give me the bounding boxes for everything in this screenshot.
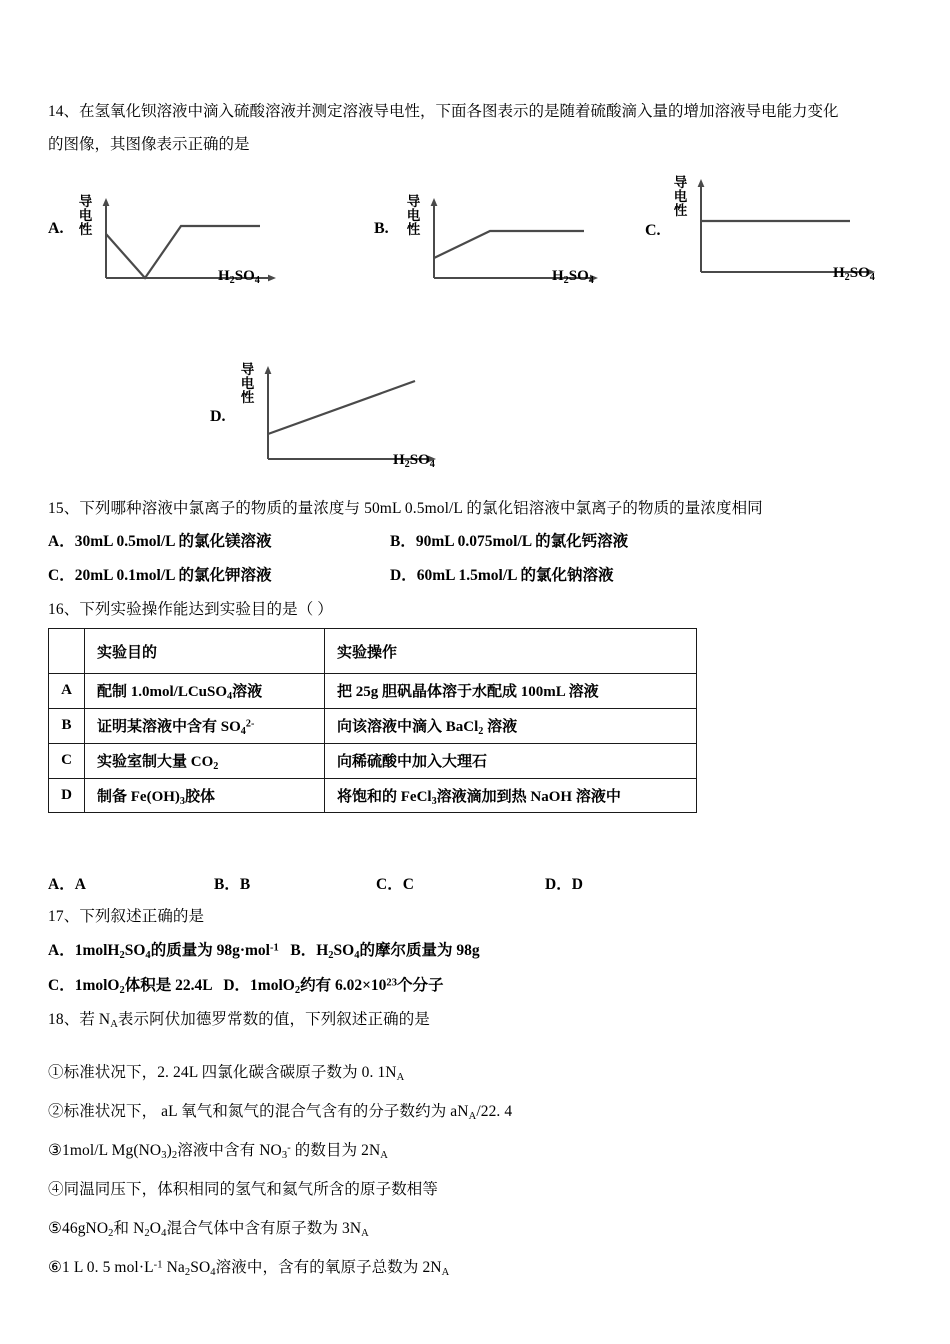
question-14-stem — [48, 95, 906, 162]
chart-a-x-axis-label: $H_2SO_4$ — [218, 268, 260, 286]
question-18-item-6: ⑥1 L 0. 5 $mol\cdot L^{-1}$ $Na_2SO_4$溶液中，含有的氧原子总数为 $2N_A$ — [48, 1259, 450, 1278]
table-header-index — [49, 629, 85, 674]
question-15-stem-text: 下列哪种溶液中氯离子的物质的量浓度与 50mL 0.5mol/L 的氯化铝溶液中氯离子的物质的量浓度相同 — [79, 500, 763, 517]
chart-a-ylabel-char-2: 性 — [78, 221, 93, 237]
table-row — [49, 743, 697, 778]
question-18-item-3: ③1mol/L $Mg(NO_3)_2$溶液中含有 $NO_3^-$ 的数目为 $2N_A$ — [48, 1142, 389, 1161]
question-15-option-a — [48, 529, 271, 551]
q16-answer-d-text: D — [571, 876, 583, 893]
table-row — [49, 708, 697, 743]
question-16-stem-text: 下列实验操作能达到实验目的是（ ） — [79, 601, 333, 618]
table-row-c-purpose: 实验室制大量 $CO_2$ — [85, 743, 325, 778]
chart-a-ylabel-char-1: 电 — [78, 207, 93, 223]
chart-d-ylabel-char-0: 导 — [240, 362, 255, 377]
table-row-a-purpose: 配制 1.0mol/LCuSO$_4$溶液 — [85, 674, 325, 709]
table-row-d-index: D — [49, 778, 85, 813]
table-row-c-operation: 向稀硫酸中加入大理石 — [325, 743, 697, 778]
question-18-item-1: ①标准状况下，2. 24L 四氯化碳含碳原子数为 0. $1N_A$ — [48, 1064, 405, 1083]
chart-d-x-axis-label: $H_2SO_4$ — [393, 452, 435, 470]
option-d-letter: D. — [210, 408, 226, 425]
table-row-b-operation: 向该溶液中滴入 BaCl$_2$ 溶液 — [325, 708, 697, 743]
chart-b-ylabel-char-2: 性 — [406, 221, 421, 237]
question-16-answer-c — [376, 872, 414, 894]
question-15-stem — [48, 497, 763, 520]
question-16-stem — [48, 598, 333, 621]
chart-b-ylabel-char-0: 导 — [406, 194, 421, 209]
table-row-a-index: A — [49, 674, 85, 709]
chart-d-ylabel-char-2: 性 — [240, 389, 255, 405]
question-16-answer-d — [545, 872, 583, 894]
q18-item-3-marker: ③ — [48, 1142, 62, 1159]
chart-c-ylabel-char-1: 电 — [673, 188, 688, 204]
question-17-number: 17、 — [48, 908, 80, 925]
table-row-c-index: C — [49, 743, 85, 778]
question-16-answer-b — [214, 872, 250, 894]
chart-c-ylabel-char-2: 性 — [673, 202, 688, 218]
q16-answer-c-text: C — [402, 876, 414, 893]
question-17-stem-text: 下列叙述正确的是 — [79, 908, 205, 925]
chart-a-ylabel-char-0: 导 — [78, 194, 93, 209]
chart-b-ylabel-char-1: 电 — [406, 207, 421, 223]
chart-c-ylabel-char-0: 导 — [673, 175, 688, 190]
chart-c-y-axis-label — [673, 176, 688, 217]
table-row-a-operation: 把 25g 胆矾晶体溶于水配成 100mL 溶液 — [325, 674, 697, 709]
question-18-number: 18、 — [48, 1011, 80, 1028]
question-18-item-2: ②标准状况下， aL 氧气和氮气的混合气含有的分子数约为 $aN_A/22$. 4 — [48, 1103, 513, 1122]
q15-option-c-text: 20mL 0.1mol/L 的氯化钾溶液 — [74, 567, 272, 584]
table-row — [49, 778, 697, 813]
question-16-answer-a — [48, 872, 86, 894]
chart-c-x-axis-label: $H_2SO_4$ — [833, 265, 875, 283]
question-18-item-5: ⑤46gNO$_2$和 $N_2O_4$混合气体中含有原子数为 $3N_A$ — [48, 1220, 369, 1239]
question-14-stem-line1: 在氢氧化钡溶液中滴入硫酸溶液并测定溶液导电性，下面各图表示的是随着硫酸滴入量的增加溶液导电能力变化 — [79, 103, 839, 120]
q18-item-6-marker: ⑥ — [48, 1259, 62, 1276]
q15-option-a-letter: A． — [48, 533, 75, 550]
q16-answer-b-text: B — [239, 876, 251, 893]
q18-item-5-marker: ⑤ — [48, 1220, 62, 1237]
question-17-options-row-1: A．$1molH_2SO_4$的质量为 98g·mol$^{-1}$ B．$H_2SO_4$的摩尔质量为 98g — [48, 942, 480, 961]
q16-answer-d-letter: D． — [545, 876, 572, 893]
q16-answer-a-text: A — [74, 876, 86, 893]
table-header-purpose: 实验目的 — [85, 629, 325, 674]
q18-item-1-marker: ① — [48, 1064, 64, 1081]
q18-item-4-marker: ④ — [48, 1181, 64, 1198]
option-c-letter: C. — [645, 222, 661, 239]
table-row-b-purpose: 证明某溶液中含有 $SO_4^{2-}$ — [85, 708, 325, 743]
q16-answer-a-letter: A． — [48, 876, 75, 893]
table-row-d-purpose: 制备 $Fe(OH)_3$胶体 — [85, 778, 325, 813]
q18-item-2-marker: ② — [48, 1103, 64, 1120]
table-row-d-operation: 将饱和的 FeCl$_3$溶液滴加到热 NaOH 溶液中 — [325, 778, 697, 813]
table-header-operation: 实验操作 — [325, 629, 697, 674]
question-15-number: 15、 — [48, 500, 80, 517]
chart-b-x-axis-label: $H_2SO_4$ — [552, 268, 594, 286]
chart-a-y-axis-label — [78, 195, 93, 236]
q15-option-c-letter: C． — [48, 567, 75, 584]
question-14-stem-line2: 的图像，其图像表示正确的是 — [48, 136, 250, 154]
q15-option-d-text: 60mL 1.5mol/L 的氯化钠溶液 — [416, 567, 614, 584]
question-15-option-d — [390, 563, 613, 585]
question-15-option-b — [390, 529, 628, 551]
table-row-b-index: B — [49, 708, 85, 743]
experiment-table — [48, 628, 697, 813]
q15-option-a-text: 30mL 0.5mol/L 的氯化镁溶液 — [74, 533, 272, 550]
q15-option-b-letter: B． — [390, 533, 416, 550]
option-b-letter: B. — [374, 220, 389, 237]
chart-d-ylabel-char-1: 电 — [240, 375, 255, 391]
chart-d-y-axis-label — [240, 363, 255, 404]
question-17-stem — [48, 905, 204, 928]
chart-b-y-axis-label — [406, 195, 421, 236]
question-18-item-4: ④同温同压下，体积相同的氢气和氦气所含的原子数相等 — [48, 1181, 439, 1198]
table-row — [49, 674, 697, 709]
q15-option-b-text: 90mL 0.075mol/L 的氯化钙溶液 — [415, 533, 629, 550]
question-15-option-c — [48, 563, 271, 585]
q16-answer-c-letter: C． — [376, 876, 403, 893]
q15-option-d-letter: D． — [390, 567, 417, 584]
option-a-letter: A. — [48, 220, 64, 237]
question-18-stem: 18、若 $N_A$表示阿伏加德罗常数的值，下列叙述正确的是 — [48, 1011, 430, 1030]
question-16-number: 16、 — [48, 601, 80, 618]
table-header-row — [49, 629, 697, 674]
question-17-options-row-2: C．1molO$_2$体积是 22.4L D．1molO$_2$约有 $6.02\times 10^{23}$个分子 — [48, 977, 444, 996]
question-14-number: 14、 — [48, 103, 80, 120]
q16-answer-b-letter: B． — [214, 876, 240, 893]
